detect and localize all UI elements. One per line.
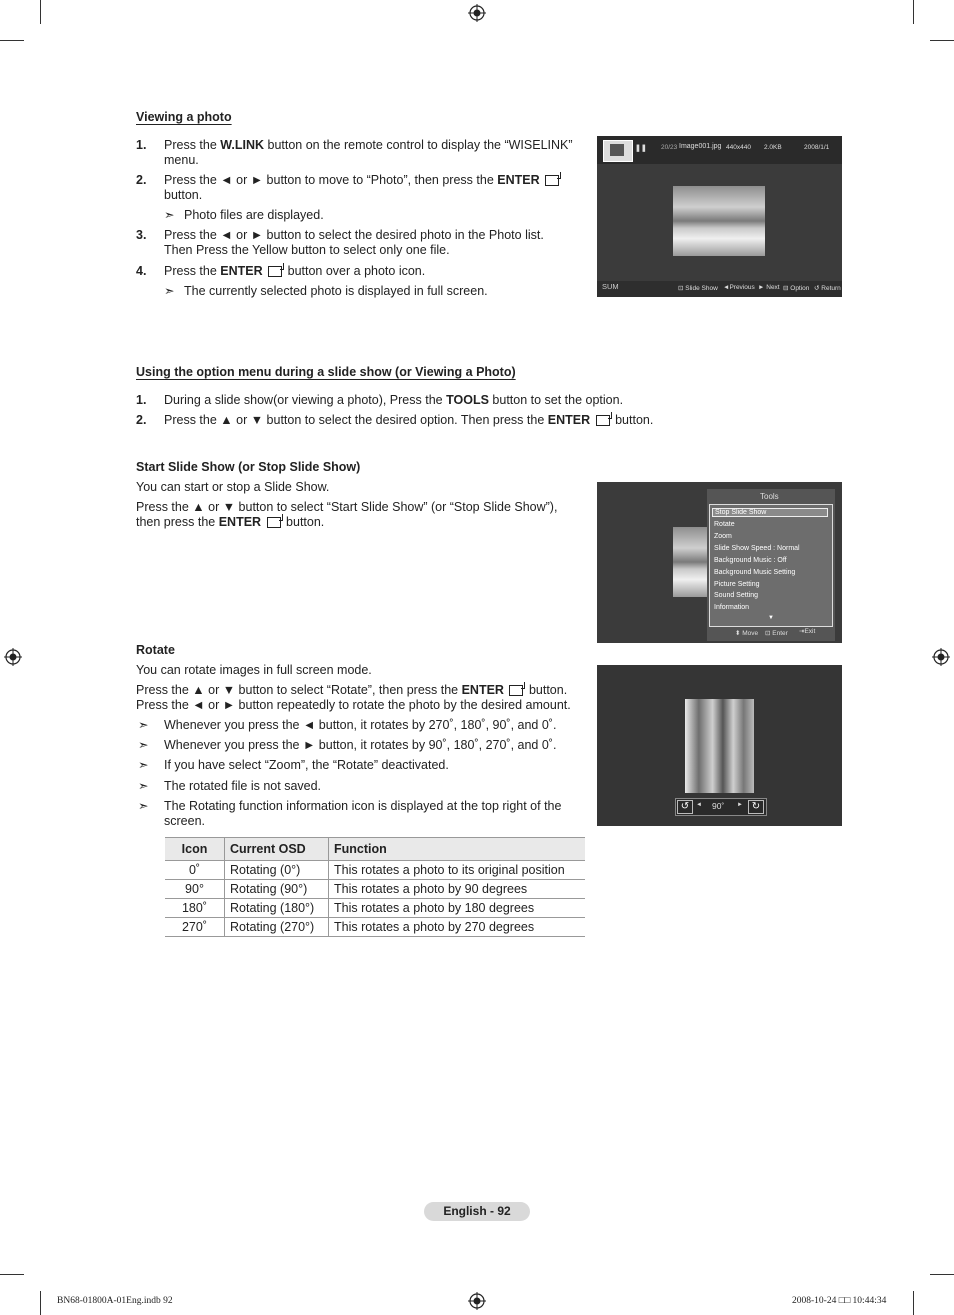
menu-item-information[interactable]: Information (714, 604, 750, 611)
table-cell: Rotating (0°) (225, 861, 329, 880)
crop-mark (913, 1291, 914, 1315)
return-button[interactable] (814, 284, 841, 292)
step-text: button over a photo icon. (287, 264, 426, 278)
registration-mark-icon (468, 1292, 486, 1310)
right-arrow-icon: ► (758, 284, 765, 291)
tools-menu-screen (597, 482, 842, 643)
button-label: Return (821, 285, 841, 292)
note-text: screen. (164, 814, 205, 828)
table-cell: This rotates a photo to its original position (329, 861, 586, 880)
subheading-rotate: Rotate (136, 643, 175, 657)
photo-thumbnail (673, 186, 765, 256)
table-cell: 90° (165, 880, 225, 899)
menu-item-picture-setting[interactable]: Picture Setting (714, 581, 760, 588)
step-text: During a slide show(or viewing a photo), Press the (164, 393, 447, 407)
table-cell: Rotating (180°) (225, 899, 329, 918)
step-text: Press the (164, 264, 221, 278)
tools-title: Tools (760, 492, 779, 501)
instruction-text: Press the ▲ or ▼ button to select “Start Slide Show” (or “Stop Slide Show”), (136, 500, 558, 514)
note-arrow-icon: ➣ (138, 758, 149, 772)
crop-mark (0, 1274, 24, 1275)
key-enter: ENTER (218, 515, 262, 529)
step-number: 4. (136, 264, 147, 278)
key-wlink: W.LINK (220, 138, 265, 152)
hint-label: Exit (804, 628, 816, 635)
enter-icon (509, 685, 523, 696)
tools-icon: ⊟ (783, 285, 789, 292)
photo-resolution: 440x440 (726, 144, 751, 151)
rotation-table (165, 837, 585, 937)
table-header: Icon (165, 838, 225, 861)
up-down-icon: ⬍ (735, 630, 741, 637)
note-full-screen (164, 284, 488, 299)
photo-filename: Image001.jpg (679, 143, 722, 150)
step-text: button. (164, 188, 203, 202)
hint-label: Enter (772, 630, 788, 637)
instruction-text: button. (528, 683, 568, 697)
step-text: Press the ▲ or ▼ button to select the desired option. Then press the (164, 413, 548, 427)
step-text: Press the ◄ or ► button to move to “Photo”, then press the (164, 173, 498, 187)
pause-icon: ❚❚ (635, 145, 647, 152)
crop-mark (40, 1291, 41, 1315)
table-header: Current OSD (225, 838, 329, 861)
rotate-right-icon[interactable]: ↻ (748, 800, 764, 814)
table-header: Function (329, 838, 586, 861)
instruction-text: then press the (136, 515, 219, 529)
menu-item-background-music[interactable]: Background Music : Off (714, 557, 787, 564)
option-step-2 (136, 413, 696, 428)
photo-date: 2008/1/1 (804, 144, 830, 151)
photo-size: 2.0KB (764, 144, 782, 151)
registration-mark-icon (932, 648, 950, 666)
table-cell: 270˚ (165, 918, 225, 937)
photo-folder-icon (603, 140, 633, 162)
enter-icon (596, 415, 610, 426)
crop-mark (40, 0, 41, 24)
scroll-down-icon[interactable]: ▼ (768, 615, 774, 621)
tools-panel (707, 489, 835, 641)
enter-hint (765, 629, 788, 637)
key-tools: TOOLS (446, 393, 489, 407)
key-enter: ENTER (547, 413, 591, 427)
hint-label: Move (742, 630, 759, 637)
instruction-text: Press the ◄ or ► button repeatedly to rotate the photo by the desired amount. (136, 698, 571, 712)
option-button[interactable] (783, 284, 809, 292)
step-number: 3. (136, 228, 147, 242)
previous-button[interactable] (723, 284, 755, 291)
table-row (165, 861, 585, 880)
slideshow-text: You can start or stop a Slide Show. (136, 480, 330, 494)
step-1 (136, 138, 586, 168)
step-text: Press the (164, 138, 221, 152)
table-cell: Rotating (90°) (225, 880, 329, 899)
step-2 (136, 173, 586, 203)
enter-icon: ⊡ (678, 285, 684, 292)
step-number: 1. (136, 138, 147, 152)
step-text: Press the ◄ or ► button to select the desired photo in the Photo list. (164, 228, 544, 242)
key-enter: ENTER (497, 173, 540, 187)
note-arrow-icon: ➣ (138, 738, 149, 752)
note-text: The Rotating function information icon is displayed at the top right of the (164, 799, 562, 813)
crop-mark (930, 1274, 954, 1275)
menu-item-sound-setting[interactable]: Sound Setting (714, 592, 758, 599)
rotate-note (138, 738, 556, 753)
note-text: Whenever you press the ► button, it rotates by 90˚, 180˚, 270˚, and 0˚. (164, 738, 557, 752)
table-cell: Rotating (270°) (225, 918, 329, 937)
rotate-angle-value: 90˚ (712, 801, 725, 811)
table-cell: This rotates a photo by 270 degrees (329, 918, 586, 937)
menu-item-slideshow-speed[interactable]: Slide Show Speed : Normal (714, 545, 800, 552)
page-number-badge: English - 92 (424, 1202, 530, 1221)
crop-mark (913, 0, 914, 24)
rotate-left-icon[interactable]: ↺ (677, 800, 693, 814)
exit-icon: ⇥ (799, 628, 805, 635)
enter-icon: ⊡ (765, 630, 771, 637)
slideshow-button[interactable] (678, 284, 718, 292)
key-enter: ENTER (220, 264, 263, 278)
step-4 (136, 264, 586, 279)
note-text: If you have select “Zoom”, the “Rotate” deactivated. (164, 758, 449, 772)
table-cell: 180˚ (165, 899, 225, 918)
note-text: The rotated file is not saved. (164, 779, 322, 793)
footer-timestamp: 2008-10-24 □□ 10:44:34 (792, 1296, 887, 1306)
enter-icon (268, 266, 282, 277)
note-text: Photo files are displayed. (184, 208, 324, 222)
step-text: button. (615, 413, 654, 427)
note-arrow-icon: ➣ (138, 718, 149, 732)
instruction-text: button. (286, 515, 325, 529)
rotate-note (138, 758, 449, 773)
registration-mark-icon (4, 648, 22, 666)
rotate-note (138, 718, 556, 733)
subheading-slideshow: Start Slide Show (or Stop Slide Show) (136, 460, 361, 474)
note-text: The currently selected photo is displayed in full screen. (184, 284, 488, 298)
crop-mark (930, 40, 954, 41)
rotate-note (138, 779, 321, 794)
crop-mark (0, 40, 24, 41)
enter-icon (267, 517, 281, 528)
table-row (165, 880, 585, 899)
option-step-1 (136, 393, 696, 408)
step-text: button to set the option. (488, 393, 624, 407)
note-arrow-icon: ➣ (164, 284, 175, 298)
footer-filename: BN68-01800A-01Eng.indb 92 (57, 1296, 173, 1306)
left-arrow-icon[interactable]: ◄ (696, 802, 702, 808)
step-number: 2. (136, 413, 147, 427)
note-arrow-icon: ➣ (138, 799, 149, 813)
photo-counter: 20/23 (661, 144, 678, 151)
rotated-photo (685, 699, 754, 793)
button-label: Previous (729, 284, 755, 291)
note-photo-files (164, 208, 324, 223)
table-cell: 0˚ (165, 861, 225, 880)
return-icon: ↺ (814, 285, 820, 292)
menu-item-background-music-setting[interactable]: Background Music Setting (714, 569, 796, 576)
sum-label: SUM (602, 282, 619, 291)
rotate-instructions (136, 683, 591, 713)
table-row (165, 918, 585, 937)
left-arrow-icon: ◄ (723, 284, 730, 291)
rotate-text: You can rotate images in full screen mode. (136, 663, 372, 677)
menu-item-zoom[interactable]: Zoom (714, 533, 732, 540)
table-header-row (165, 838, 585, 861)
button-label: Slide Show (685, 285, 718, 292)
note-text: Whenever you press the ◄ button, it rotates by 270˚, 180˚, 90˚, and 0˚. (164, 718, 557, 732)
photo-viewer-screen (597, 136, 842, 297)
next-button[interactable] (758, 284, 780, 291)
right-arrow-icon[interactable]: ► (737, 802, 743, 808)
rotate-note (138, 799, 561, 829)
step-text: Then Press the Yellow button to select only one file. (164, 243, 450, 257)
move-hint (735, 629, 758, 637)
note-arrow-icon: ➣ (138, 779, 149, 793)
exit-hint (799, 627, 815, 635)
menu-item-rotate[interactable]: Rotate (714, 521, 735, 528)
tools-menu-list (709, 504, 833, 627)
table-row (165, 899, 585, 918)
instruction-text: Press the ▲ or ▼ button to select “Rotate”, then press the (136, 683, 462, 697)
table-cell: This rotates a photo by 90 degrees (329, 880, 586, 899)
step-number: 1. (136, 393, 147, 407)
slideshow-instructions (136, 500, 586, 530)
step-number: 2. (136, 173, 147, 187)
button-label: Next (766, 284, 780, 291)
step-3 (136, 228, 586, 258)
table-cell: This rotates a photo by 180 degrees (329, 899, 586, 918)
section-heading-option-menu: Using the option menu during a slide show (or Viewing a Photo) (136, 365, 516, 379)
rotate-screen (597, 665, 842, 826)
note-arrow-icon: ➣ (164, 208, 175, 222)
enter-icon (545, 175, 559, 186)
registration-mark-icon (468, 4, 486, 22)
button-label: Option (790, 285, 810, 292)
step-text: button on the remote control to display the “WISELINK” menu. (164, 138, 573, 167)
menu-item-stop-slideshow[interactable]: Stop Slide Show (712, 508, 828, 517)
key-enter: ENTER (461, 683, 504, 697)
section-heading-viewing: Viewing a photo (136, 110, 232, 124)
rotate-osd (675, 798, 767, 816)
